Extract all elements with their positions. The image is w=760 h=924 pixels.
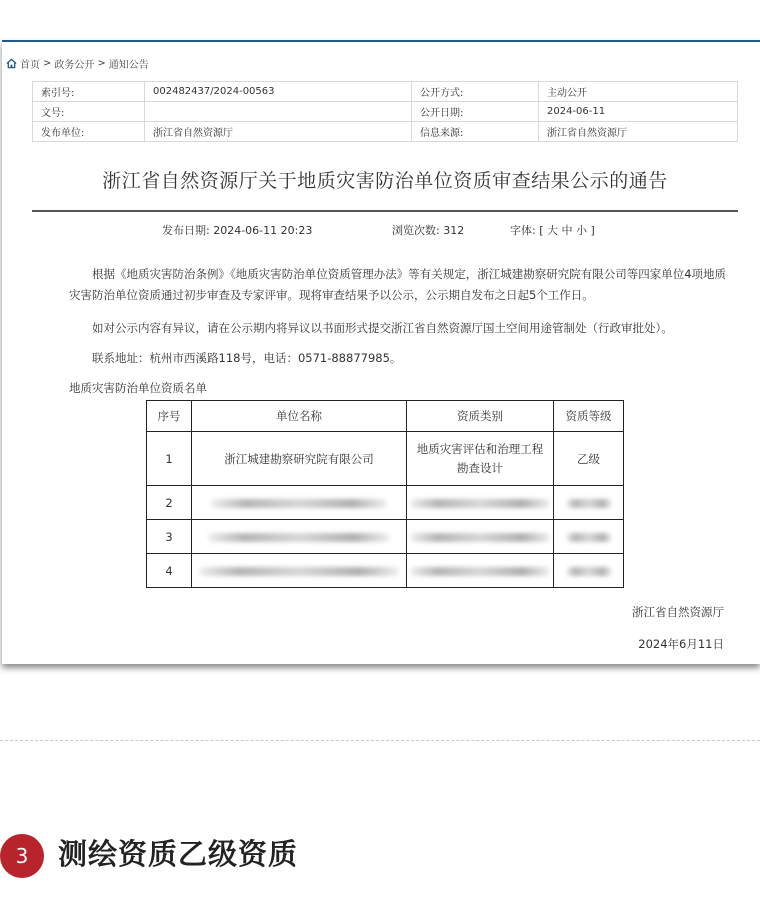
section-number-badge: 3 — [0, 834, 44, 878]
blurred-cell — [554, 486, 624, 520]
doc-number-label: 文号: — [33, 102, 145, 122]
blurred-cell — [407, 554, 554, 588]
cell-seq: 3 — [147, 520, 192, 554]
body-paragraph-1: 根据《地质灾害防治条例》《地质灾害防治单位资质管理办法》等有关规定，浙江城建勘察研究院有限公司等四家单位4项地质灾害防治单位资质通过初步审查及专家评审。现将审查结果予以公示，公示期自发布之日起5个工作日。 — [69, 267, 727, 302]
notice-screenshot-card — [2, 40, 760, 664]
signature-date: 2024年6月11日 — [638, 637, 724, 651]
blurred-cell — [192, 486, 407, 520]
issuer-value: 浙江省自然资源厅 — [145, 122, 412, 142]
font-size-switcher[interactable]: 字体: [ 大 中 小 ] — [510, 224, 595, 237]
home-icon — [6, 58, 17, 69]
breadcrumb-separator: > — [97, 58, 106, 69]
breadcrumb-gov-open-link[interactable]: 政务公开 — [54, 60, 95, 71]
index-label: 索引号: — [33, 82, 145, 102]
issuer-label: 发布单位: — [33, 122, 145, 142]
cell-seq: 4 — [147, 554, 192, 588]
section-divider — [0, 740, 760, 741]
list-title: 地质灾害防治单位资质名单 — [69, 381, 207, 395]
blurred-cell — [407, 520, 554, 554]
index-value: 002482437/2024-00563 — [145, 82, 412, 102]
cell-seq: 2 — [147, 486, 192, 520]
document-meta-table — [32, 81, 738, 142]
doc-number-value — [145, 102, 412, 122]
qualification-table — [146, 400, 624, 588]
body-paragraph-2: 如对公示内容有异议，请在公示期内将异议以书面形式提交浙江省自然资源厅国土空间用途管制处（行政审批处）。 — [92, 321, 673, 335]
table-row — [147, 486, 624, 520]
header-qual-type: 资质类别 — [407, 401, 554, 432]
header-seq: 序号 — [147, 401, 192, 432]
header-unit-name: 单位名称 — [192, 401, 407, 432]
blurred-cell — [554, 554, 624, 588]
blurred-cell — [554, 520, 624, 554]
publish-mode-value: 主动公开 — [539, 82, 738, 102]
publish-date-value: 2024-06-11 — [539, 102, 738, 122]
blurred-cell — [192, 520, 407, 554]
section-title: 测绘资质乙级资质 — [58, 837, 299, 871]
header-qual-grade: 资质等级 — [554, 401, 624, 432]
meta-row — [33, 102, 738, 122]
breadcrumb-notices-link[interactable]: 通知公告 — [108, 60, 149, 71]
cell-seq: 1 — [147, 432, 192, 486]
breadcrumb-separator: > — [43, 58, 52, 69]
notice-title: 浙江省自然资源厅关于地质灾害防治单位资质审查结果公示的通告 — [102, 170, 668, 192]
blurred-cell — [192, 554, 407, 588]
meta-row — [33, 82, 738, 102]
breadcrumb — [6, 56, 149, 71]
source-value: 浙江省自然资源厅 — [539, 122, 738, 142]
cell-unit-name: 浙江城建勘察研究院有限公司 — [192, 432, 407, 486]
publish-mode-label: 公开方式: — [412, 82, 539, 102]
blurred-cell — [407, 486, 554, 520]
table-row — [147, 520, 624, 554]
table-row — [147, 432, 624, 486]
body-paragraph-3: 联系地址：杭州市西溪路118号，电话：0571-88877985。 — [92, 351, 402, 365]
title-divider — [32, 210, 738, 212]
publish-datetime: 发布日期: 2024-06-11 20:23 — [162, 224, 313, 237]
signature-org: 浙江省自然资源厅 — [632, 605, 724, 619]
meta-row — [33, 122, 738, 142]
breadcrumb-home-link[interactable]: 首页 — [20, 60, 40, 71]
table-header-row — [147, 401, 624, 432]
cell-qual-grade: 乙级 — [554, 432, 624, 486]
view-count: 浏览次数: 312 — [392, 224, 465, 237]
publish-date-label: 公开日期: — [412, 102, 539, 122]
table-row — [147, 554, 624, 588]
cell-qual-type: 地质灾害评估和治理工程勘查设计 — [407, 432, 554, 486]
source-label: 信息来源: — [412, 122, 539, 142]
